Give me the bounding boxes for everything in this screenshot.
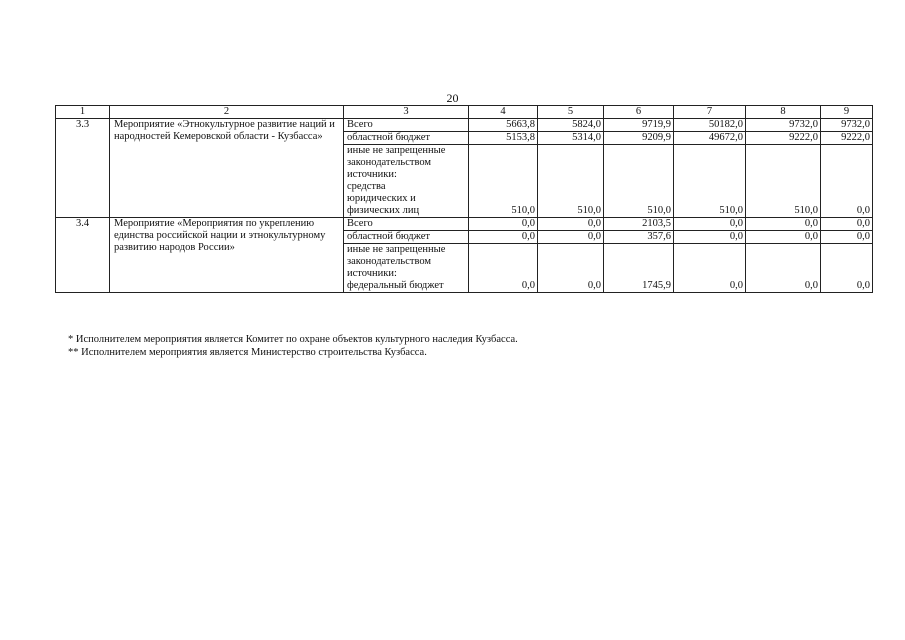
funding-source-line: федеральный бюджет bbox=[347, 280, 444, 291]
value-cell: 0,0 bbox=[469, 218, 538, 231]
value-cell: 49672,0 bbox=[674, 132, 746, 145]
value-cell: 510,0 bbox=[538, 145, 604, 218]
value-cell: 0,0 bbox=[469, 244, 538, 293]
value-cell: 0,0 bbox=[821, 218, 873, 231]
column-header: 5 bbox=[538, 106, 604, 119]
value-cell: 5314,0 bbox=[538, 132, 604, 145]
value-cell: 9732,0 bbox=[746, 119, 821, 132]
footnote: * Исполнителем мероприятия является Комитет по охране объектов культурного наследия Кузбасса. bbox=[68, 334, 518, 345]
funding-source-line: юридических и bbox=[347, 193, 416, 204]
value-cell: 2103,5 bbox=[604, 218, 674, 231]
item-name: Мероприятие «Этнокультурное развитие наций и народностей Кемеровской области - Кузбасса» bbox=[110, 119, 344, 218]
value-cell: 0,0 bbox=[746, 218, 821, 231]
funding-source: областной бюджет bbox=[344, 132, 469, 145]
value-cell: 0,0 bbox=[674, 218, 746, 231]
value-cell: 510,0 bbox=[746, 145, 821, 218]
funding-source-line: средства bbox=[347, 181, 386, 192]
item-number: 3.3 bbox=[56, 119, 110, 218]
column-header: 2 bbox=[110, 106, 344, 119]
funding-source: областной бюджет bbox=[344, 231, 469, 244]
table-header-row bbox=[56, 106, 873, 119]
value-cell: 9222,0 bbox=[821, 132, 873, 145]
funding-source: Всего bbox=[344, 119, 469, 132]
item-name: Мероприятие «Мероприятия по укреплению единства российской нации и этнокультурному развитию народов России» bbox=[110, 218, 344, 293]
value-cell: 1745,9 bbox=[604, 244, 674, 293]
column-header: 8 bbox=[746, 106, 821, 119]
item-number: 3.4 bbox=[56, 218, 110, 293]
value-cell: 357,6 bbox=[604, 231, 674, 244]
value-cell: 510,0 bbox=[674, 145, 746, 218]
footnotes bbox=[68, 333, 518, 359]
value-cell: 0,0 bbox=[746, 231, 821, 244]
funding-source: Всего bbox=[344, 218, 469, 231]
value-cell: 0,0 bbox=[538, 218, 604, 231]
value-cell: 5663,8 bbox=[469, 119, 538, 132]
column-header: 6 bbox=[604, 106, 674, 119]
value-cell: 9222,0 bbox=[746, 132, 821, 145]
value-cell: 0,0 bbox=[674, 244, 746, 293]
column-header: 1 bbox=[56, 106, 110, 119]
value-cell: 0,0 bbox=[538, 231, 604, 244]
value-cell: 9719,9 bbox=[604, 119, 674, 132]
funding-source bbox=[344, 145, 469, 218]
value-cell: 50182,0 bbox=[674, 119, 746, 132]
value-cell: 510,0 bbox=[469, 145, 538, 218]
funding-source-line: иные не запрещенные bbox=[347, 145, 446, 156]
value-cell: 0,0 bbox=[821, 231, 873, 244]
table-row bbox=[56, 119, 873, 132]
funding-source-line: источники: bbox=[347, 268, 397, 279]
column-header: 3 bbox=[344, 106, 469, 119]
value-cell: 9209,9 bbox=[604, 132, 674, 145]
funding-source-line: иные не запрещенные bbox=[347, 244, 446, 255]
value-cell: 0,0 bbox=[821, 145, 873, 218]
column-header: 7 bbox=[674, 106, 746, 119]
value-cell: 0,0 bbox=[469, 231, 538, 244]
value-cell: 5153,8 bbox=[469, 132, 538, 145]
funding-source bbox=[344, 244, 469, 293]
value-cell: 0,0 bbox=[746, 244, 821, 293]
value-cell: 0,0 bbox=[538, 244, 604, 293]
funding-source-line: законодательством bbox=[347, 157, 432, 168]
column-header: 4 bbox=[469, 106, 538, 119]
value-cell: 0,0 bbox=[674, 231, 746, 244]
table-row bbox=[56, 218, 873, 231]
value-cell: 0,0 bbox=[821, 244, 873, 293]
page-number: 20 bbox=[446, 91, 459, 105]
value-cell: 9732,0 bbox=[821, 119, 873, 132]
budget-table bbox=[55, 105, 873, 293]
column-header: 9 bbox=[821, 106, 873, 119]
value-cell: 5824,0 bbox=[538, 119, 604, 132]
funding-source-line: источники: bbox=[347, 169, 397, 180]
footnote: ** Исполнителем мероприятия является Министерство строительства Кузбасса. bbox=[68, 347, 427, 358]
value-cell: 510,0 bbox=[604, 145, 674, 218]
funding-source-line: физических лиц bbox=[347, 205, 420, 216]
funding-source-line: законодательством bbox=[347, 256, 432, 267]
